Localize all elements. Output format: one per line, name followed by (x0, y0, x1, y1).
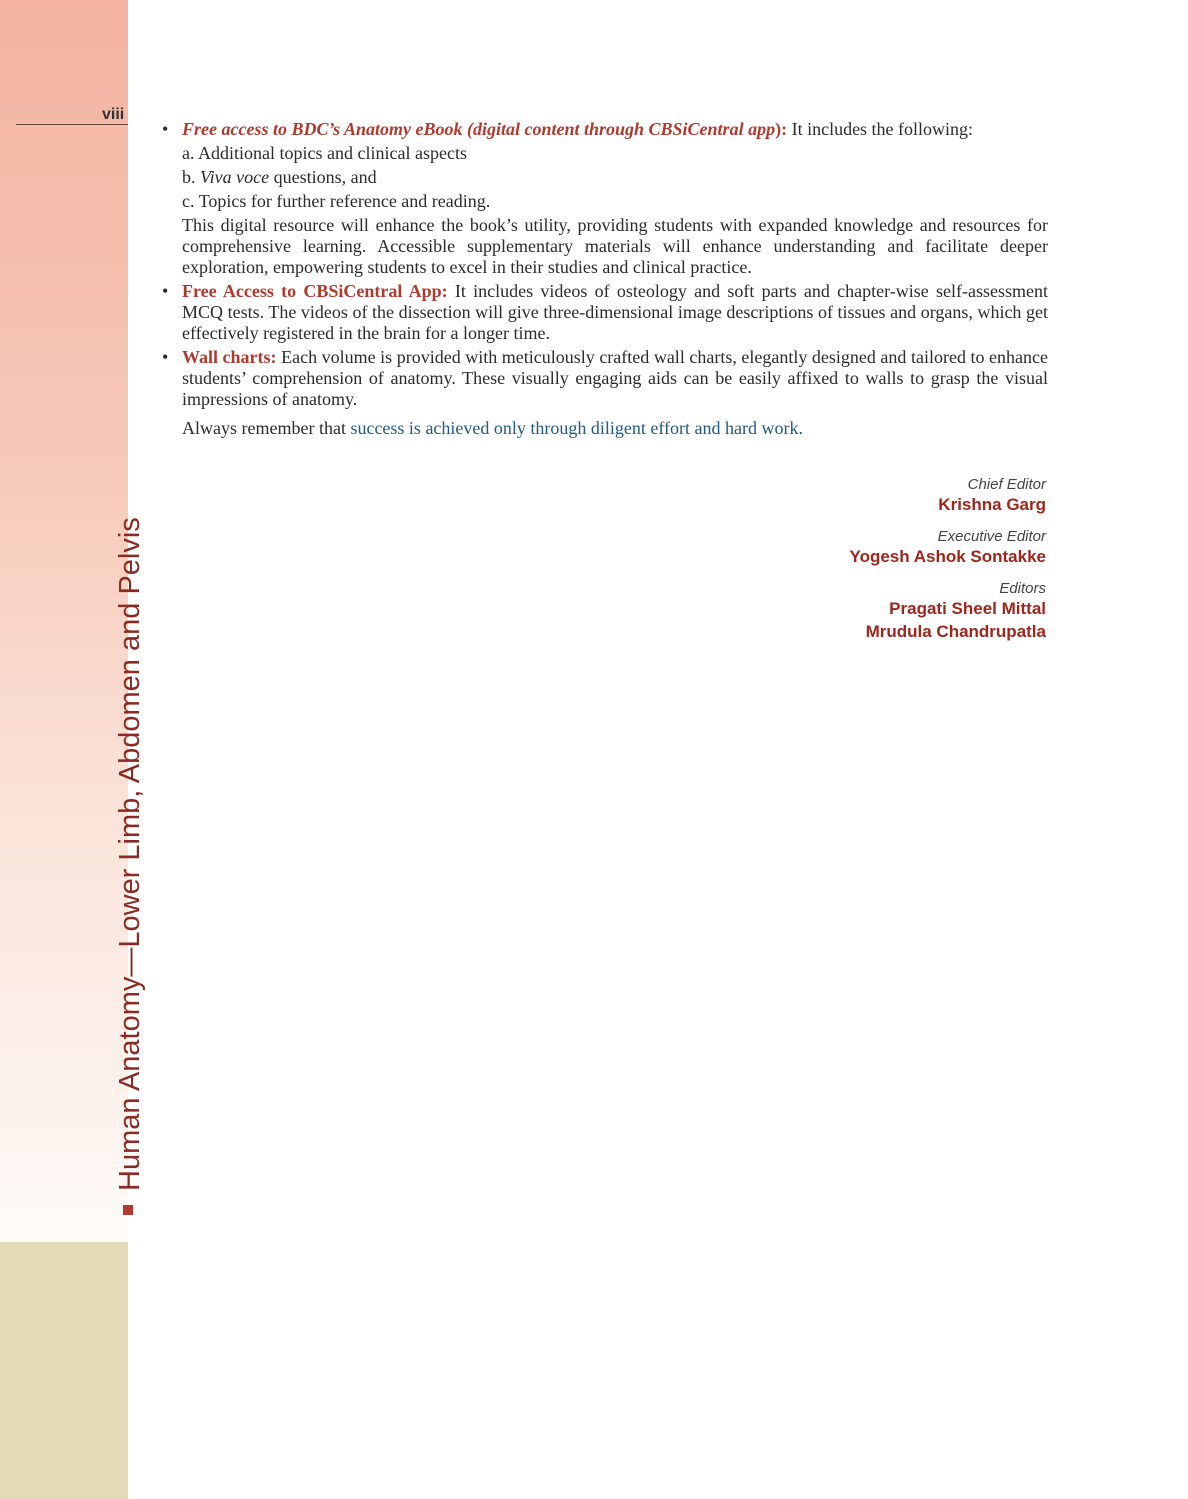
page-number-rule (16, 124, 128, 125)
bullet-dot-icon: • (162, 119, 169, 139)
page-number: viii (102, 106, 125, 123)
bullet-ebook (162, 119, 1048, 278)
main-content (162, 119, 1048, 439)
bullet-wall-charts-text: Each volume is provided with meticulously crafted wall charts, elegantly designed and tailored to enhance students’ comprehension of anatomy. These visually engaging aids can be easily affixed to walls to grasp the visual impressions of anatomy. (182, 347, 1048, 409)
list-item (182, 143, 1048, 164)
bullet-app-title: Free Access to CBSiCentral App: (182, 281, 448, 301)
closing-lead: Always remember that (182, 418, 351, 438)
signature-executive-editor (850, 528, 1047, 568)
signature-name: Yogesh Ashok Sontakke (849, 547, 1046, 566)
bullet-ebook-title-b: digital content through CBSiCentral app (472, 119, 776, 139)
signature-name: Mrudula Chandrupatla (865, 622, 1046, 641)
closing-line (182, 418, 1048, 439)
ebook-paragraph: This digital resource will enhance the book’s utility, providing students with expanded knowledge and resources for comprehensive learning. Accessible supplementary materials will enhance understanding and facilitate deeper exploration, empowering students to excel in their studies and clinical practice. (182, 215, 1048, 277)
closing-highlight: success is achieved only through diligent effort and hard work. (350, 418, 804, 438)
bullet-ebook-title-c: ): (775, 119, 788, 139)
signature-name: Pragati Sheel Mittal (889, 599, 1046, 618)
bullet-app-text: It includes videos of osteology and soft parts and chapter-wise self-assessment MCQ tests. The videos of the dissection will give three-dimensional image descriptions of tissues and organs, which get effectively registered in the brain for a longer time. (182, 281, 1048, 343)
list-item-marker: b. (182, 167, 196, 187)
signature-name: Krishna Garg (938, 495, 1046, 514)
list-item-marker: c. (182, 191, 195, 211)
bullet-ebook-text: It includes the following: (787, 119, 974, 139)
bullet-app (162, 281, 1048, 344)
bullet-wall-charts-title: Wall charts: (182, 347, 277, 367)
bullet-dot-icon: • (162, 281, 169, 301)
signature-chief-editor (938, 476, 1046, 516)
list-item-italic: Viva voce (200, 167, 270, 187)
sidebar-bottom-block (0, 1242, 128, 1499)
running-title-text: Human Anatomy—Lower Limb, Abdomen and Pelvis (114, 517, 146, 1191)
list-item-text: Topics for further reference and reading. (198, 191, 491, 211)
signature-role: Executive Editor (937, 528, 1046, 545)
list-item-text: questions, and (269, 167, 377, 187)
bullet-wall-charts (162, 347, 1048, 410)
list-item (182, 167, 1048, 188)
list-item-text: Additional topics and clinical aspects (198, 143, 467, 163)
signature-role: Editors (999, 580, 1046, 597)
square-bullet-icon (123, 1205, 133, 1215)
bullet-dot-icon: • (162, 347, 169, 367)
signature-role: Chief Editor (967, 476, 1046, 493)
signature-editors (866, 580, 1046, 643)
list-item (182, 191, 1048, 212)
running-title (114, 517, 147, 1215)
bullet-ebook-title-a: Free access to BDC’s Anatomy eBook ( (182, 119, 473, 139)
list-item-marker: a. (182, 143, 195, 163)
